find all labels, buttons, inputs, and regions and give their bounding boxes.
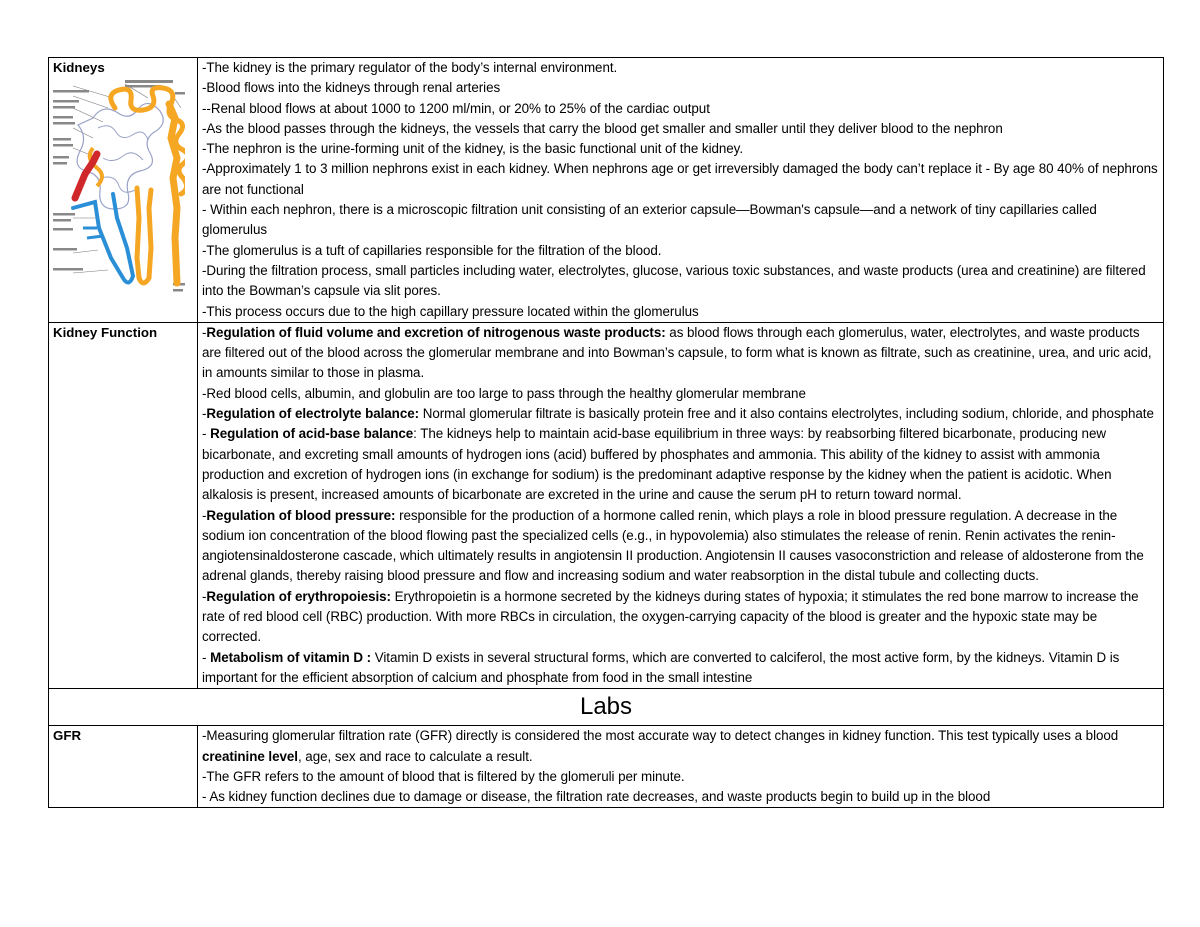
- kidney-function-label: Kidney Function: [49, 322, 198, 688]
- function-item: - Metabolism of vitamin D : Vitamin D exists in several structural forms, which are converted to calciferol, the most active form, by the kidneys. Vitamin D is important for the efficient absorption of calcium and phosphate from food in the small intestine: [202, 649, 1120, 685]
- kidney-function-content: [198, 322, 1164, 688]
- kidneys-label: Kidneys: [53, 60, 105, 75]
- gfr-line: -Measuring glomerular filtration rate (GFR) directly is considered the most accurate way to detect changes in kidney function. This test typically uses a blood creatinine level, age, sex and race to calculate a result.: [202, 728, 1119, 764]
- labs-heading: Labs: [49, 689, 1164, 726]
- function-item: -Red blood cells, albumin, and globulin are too large to pass through the healthy glomerular membrane: [202, 385, 806, 401]
- kidneys-line: --Renal blood flows at about 1000 to 1200 ml/min, or 20% to 25% of the cardiac output: [202, 100, 710, 116]
- gfr-content: [198, 726, 1164, 808]
- loop-of-henle: [137, 188, 151, 283]
- kidneys-line: -The nephron is the urine-forming unit of the kidney, is the basic functional unit of the kidney.: [202, 141, 744, 157]
- gfr-label: GFR: [49, 726, 198, 808]
- notes-table: [48, 57, 1164, 808]
- gfr-line: - As kidney function declines due to damage or disease, the filtration rate decreases, and waste products begin to build up in the blood: [202, 789, 991, 805]
- kidneys-line: -This process occurs due to the high capillary pressure located within the glomerulus: [202, 303, 699, 319]
- collecting-duct: [169, 104, 177, 283]
- kidneys-line: -The kidney is the primary regulator of the body’s internal environment.: [202, 60, 618, 75]
- kidneys-line: - Within each nephron, there is a microscopic filtration unit consisting of an exterior capsule—Bowman's capsule—and a network of tiny capillaries called glomerulus: [202, 202, 1097, 238]
- kidneys-line: -As the blood passes through the kidneys, the vessels that carry the blood get smaller and smaller until they deliver blood to the nephron: [202, 120, 1003, 136]
- kidneys-line: -Approximately 1 to 3 million nephrons exist in each kidney. When nephrons age or get irreversibly damaged the body can’t replace it - By age 80 40% of nephrons are not functional: [202, 161, 1158, 197]
- kidneys-row: [49, 58, 1164, 323]
- labs-heading-row: [49, 689, 1164, 726]
- nephron-diagram: [53, 78, 185, 300]
- function-item: -Regulation of electrolyte balance: Normal glomerular filtrate is basically protein free and it also contains electrolytes, including sodium, chloride, and phosphate: [202, 406, 1154, 422]
- gfr-line: -The GFR refers to the amount of blood that is filtered by the glomeruli per minute.: [202, 768, 685, 784]
- kidneys-line: -During the filtration process, small particles including water, electrolytes, glucose, various toxic substances, and waste products (urea and creatinine) are filtered into the Bowman’s capsule via slit pores.: [202, 262, 1146, 299]
- kidneys-label-cell: [49, 58, 198, 323]
- function-item: -Regulation of blood pressure: responsible for the production of a hormone called renin, which plays a role in blood pressure regulation. A decrease in the sodium ion concentration of the blood flowing past the specialized cells (e.g., in hypovolemia) also stimulates the release of renin. Renin activates the renin-angiotensinaldosterone cascade, which ultimately results in angiotensin II production. Angiotensin II causes vasoconstriction and release of aldosterone from the adrenal glands, thereby raising blood pressure and flow and increasing sodium and water reabsorption in the distal tubule and collecting ducts.: [202, 507, 1144, 584]
- notes-sheet: [48, 57, 1164, 808]
- kidney-function-row: [49, 322, 1164, 688]
- function-item: -Regulation of fluid volume and excretion of nitrogenous waste products: as blood flows through each glomerulus, water, electrolytes, and waste products are filtered out of the blood across the glomerular membrane and into Bowman’s capsule, to form what is known as filtrate, such as creatinine, urea, and uric acid, in amounts similar to those in plasma.: [202, 324, 1152, 381]
- kidneys-content: [198, 58, 1164, 323]
- renal-artery: [75, 154, 97, 198]
- function-item: -Regulation of erythropoiesis: Erythropoietin is a hormone secreted by the kidneys during states of hypoxia; it stimulates the red bone marrow to increase the rate of red blood cell (RBC) production. With more RBCs in circulation, the oxygen-carrying capacity of the blood is greater and the hypoxic state may be corrected.: [202, 588, 1139, 645]
- capillary-loops: [98, 126, 148, 193]
- kidneys-line: -Blood flows into the kidneys through renal arteries: [202, 80, 501, 96]
- kidneys-line: -The glomerulus is a tuft of capillaries responsible for the filtration of the blood.: [202, 242, 662, 258]
- function-item: - Regulation of acid-base balance: The kidneys help to maintain acid-base equilibrium in three ways: by reabsorbing filtered bicarbonate, producing new bicarbonate, and excreting small amounts of hydrogen ions (acid) buffered by phosphates and ammonia. This ability of the kidney to assist with ammonia production and excretion of hydrogen ions (in exchange for sodium) is the predominant adaptive response by the kidney when the patient is acidotic. When alkalosis is present, increased amounts of bicarbonate are excreted in the urine and cause the serum pH to return toward normal.: [202, 426, 1112, 503]
- gfr-row: [49, 726, 1164, 808]
